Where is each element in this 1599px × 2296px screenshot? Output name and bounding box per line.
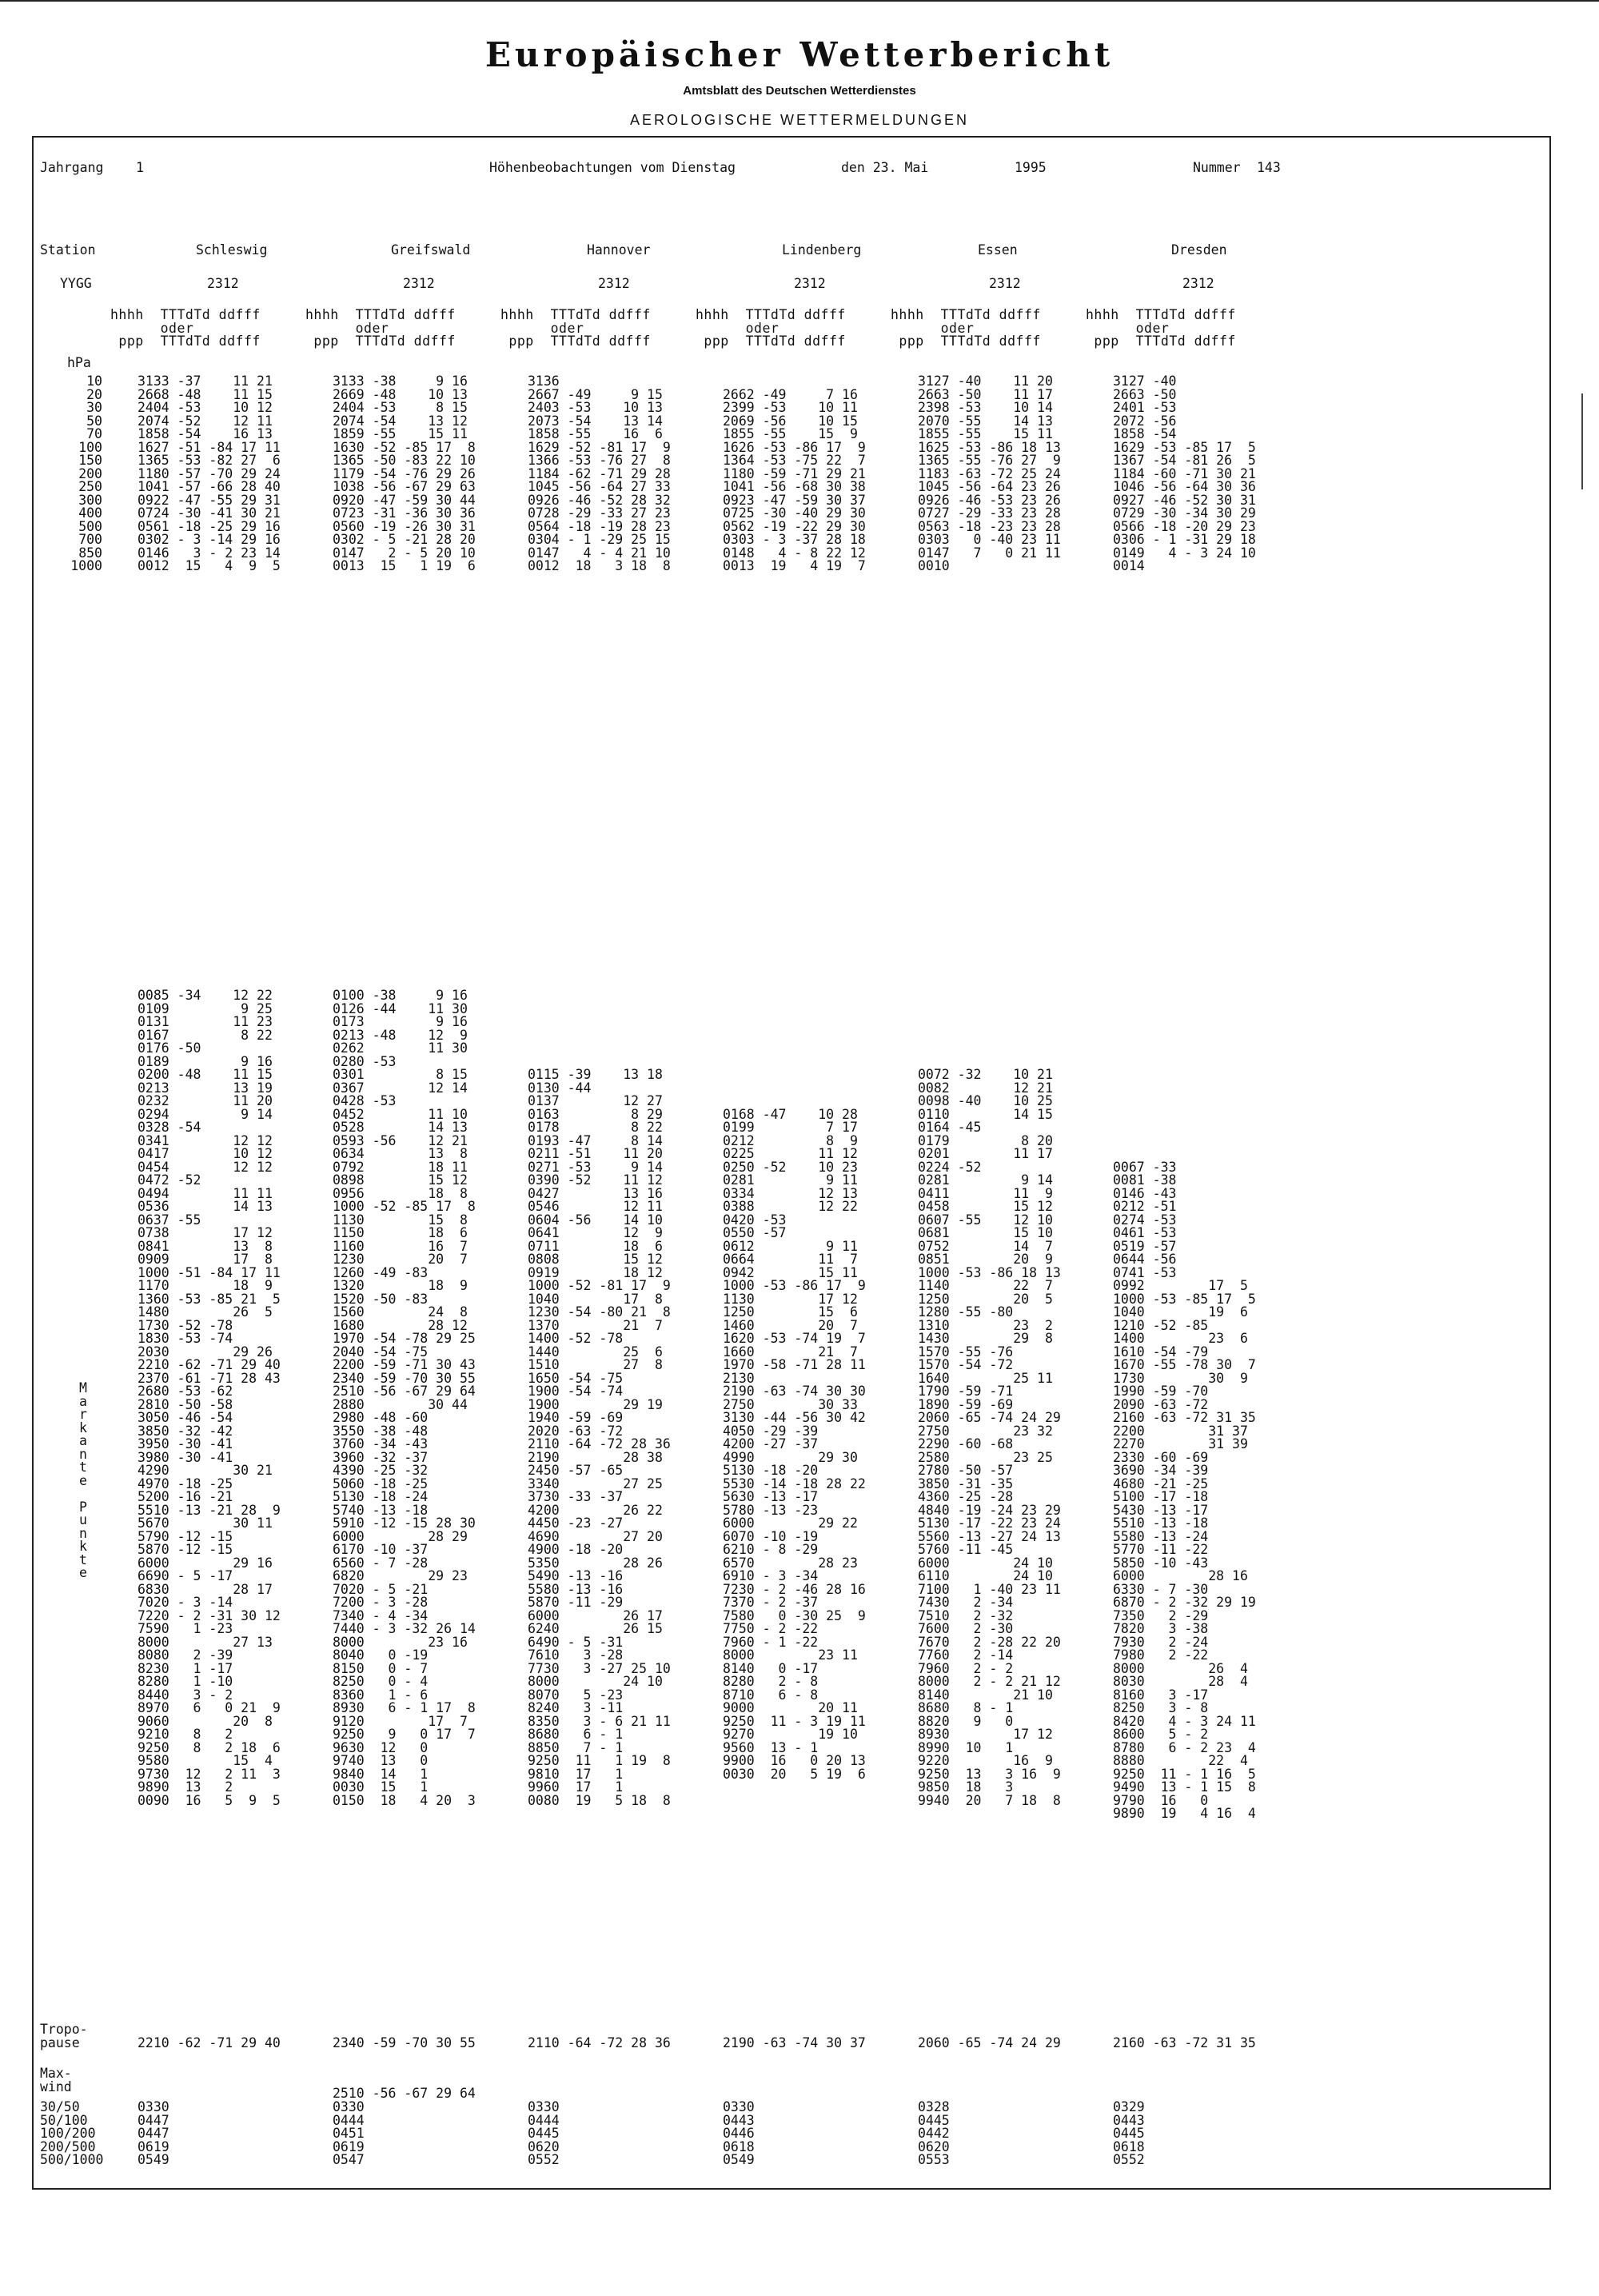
hpa-label: hPa: [67, 355, 91, 370]
column-header: hhhh TTTdTd ddfff oder ppp TTTdTd ddfff: [305, 307, 456, 349]
station-name-greifswald: Greifswald: [391, 242, 471, 258]
tropopause-hannover: 2110 -64 -72 28 36: [528, 2035, 671, 2050]
yygg-label: YYGG: [60, 276, 92, 291]
nummer-label: Nummer: [1193, 160, 1241, 175]
tropopause-greifswald: 2340 -59 -70 30 55: [333, 2035, 476, 2050]
standard-data-hannover: 3136 2667 -49 9 15 2403 -53 10 13 2073 -54 13 14 1858 -55 16 6 1629 -52 -81 17 9 1366 -53 -76 27 8 1184 -62 -71 29 28 1045 -56 -64 27 33 0926 -46 -52 28 32 0728 -29 -33 27 23 0564 -18 -19 28 23 0304 - 1 -29 25 15 0147 4 - 4 21 10 0012 18 3 18 8: [528, 373, 671, 573]
nummer-value: 143: [1257, 160, 1281, 175]
top-rule: [0, 0, 1599, 2]
significant-points-schleswig: 0085 -34 12 22 0109 9 25 0131 11 23 0167 8 22 0176 -50 0189 9 16 0200 -48 11 15 0213 13 19 0232 11 20 0294 9 14 0328 -54 0341 12 12 0417 10 12 0454 12 12 0472 -52 0494 11 11 0536 14 13 0637 -55 0738 17 12 0841 13 8 0909 17 8 1000 -51 -84 17 11 1170 18 9 1360 -53 -85 21 5 1480 26 5 1730 -52 -78 1830 -53 -74 2030 29 26 2210 -62 -71 29 40 2370 -61 -71 28 43 2680 -53 -62 2810 -50 -58 3050 -46 -54 3850 -32 -42 3950 -30 -41 3980 -30 -41 4290 30 21 4970 -18 -25 5200 -16 -21 5510 -13 -21 28 9 5670 30 11 5790 -12 -15 5870 -12 -15 6000 29 16 6690 - 5 -17 6830 28 17 7020 - 3 -14 7220 - 2 -31 30 12 7590 1 -23 8000 27 13 8080 2 -39 8230 1 -17 8280 1 -10 8440 3 - 2 8970 6 0 21 9 9060 20 8 9210 8 2 9250 8 2 18 6 9580 15 4 9730 12 2 11 3 9890 13 2 0090 16 5 9 5: [138, 988, 281, 1808]
page-subtitle: Amtsblatt des Deutschen Wetterdienstes: [683, 84, 916, 98]
shear-lindenberg: 0330 0443 0446 0618 0549: [723, 2099, 755, 2167]
observation-title: Höhenbeobachtungen vom Dienstag: [489, 160, 736, 175]
markante-punkte-label: M a r k a n t e P u n k t e: [79, 1380, 87, 1580]
station-yygg: 2312: [207, 276, 239, 291]
section-title: AEROLOGISCHE WETTERMELDUNGEN: [629, 112, 970, 128]
column-header: hhhh TTTdTd ddfff oder ppp TTTdTd ddfff: [110, 307, 261, 349]
station-name-hannover: Hannover: [587, 242, 651, 258]
tropopause-essen: 2060 -65 -74 24 29: [918, 2035, 1061, 2050]
significant-points-dresden: 0067 -33 0081 -38 0146 -43 0212 -51 0274 -53 0461 -53 0519 -57 0644 -56 0741 -53 0992 17 5 1000 -53 -85 17 5 1040 19 6 1210 -52 -85 1400 23 6 1610 -54 -79 1670 -55 -78 30 7 1730 30 9 1990 -59 -70 2090 -63 -72 2160 -63 -72 31 35 2200 31 37 2270 31 39 2330 -60 -69 3690 -34 -39 4680 -21 -25 5100 -17 -18 5430 -13 -17 5510 -13 -18 5580 -13 -24 5770 -11 -22 5850 -10 -43 6000 28 16 6330 - 7 -30 6870 - 2 -32 29 19 7350 2 -29 7820 3 -38 7930 2 -24 7980 2 -22 8000 26 4 8030 28 4 8160 3 -17 8250 3 - 8 8420 4 - 3 24 11 8600 5 - 2 8780 6 - 2 23 4 8880 22 4 9250 11 - 1 16 5 9490 13 - 1 15 8 9790 16 0 9890 19 4 16 4: [1113, 1159, 1256, 1821]
shear-hannover: 0330 0444 0445 0620 0552: [528, 2099, 560, 2167]
column-header: hhhh TTTdTd ddfff oder ppp TTTdTd ddfff: [696, 307, 846, 349]
standard-data-essen: 3127 -40 11 20 2663 -50 11 17 2398 -53 10 14 2070 -55 14 13 1855 -55 15 11 1625 -53 -86 18 13 1365 -55 -76 27 9 1183 -63 -72 25 24 1045 -56 -64 23 26 0926 -46 -53 23 26 0727 -29 -33 23 28 0563 -18 -23 23 28 0303 0 -40 23 11 0147 7 0 21 11 0010: [918, 373, 1061, 573]
report-year: 1995: [1015, 160, 1047, 175]
significant-points-hannover: 0115 -39 13 18 0130 -44 0137 12 27 0163 8 29 0178 8 22 0193 -47 8 14 0211 -51 11 20 0271 -53 9 14 0390 -52 11 12 0427 13 16 0546 12 11 0604 -56 14 10 0641 12 9 0711 18 6 0808 15 12 0919 18 12 1000 -52 -81 17 9 1040 17 8 1230 -54 -80 21 8 1370 21 7 1400 -52 -78 1440 25 6 1510 27 8 1650 -54 -75 1900 -54 -74 1900 29 19 1940 -59 -69 2020 -63 -72 2110 -64 -72 28 36 2190 28 38 2450 -57 -65 3340 27 25 3730 -33 -37 4200 26 22 4450 -23 -27 4690 27 20 4900 -18 -20 5350 28 26 5490 -13 -16 5580 -13 -16 5870 -11 -29 6000 26 17 6240 26 15 6490 - 5 -31 7610 3 -28 7730 3 -27 25 10 8000 24 10 8070 5 -23 8240 3 -11 8350 3 - 6 21 11 8680 6 - 1 8850 7 - 1 9250 11 1 19 8 9810 17 1 9960 17 1 0080 19 5 18 8: [528, 1067, 671, 1808]
jahrgang-label: Jahrgang: [40, 160, 104, 175]
shear-levels-label: 30/50 50/100 100/200 200/500 500/1000: [40, 2099, 104, 2167]
maxwind-label: Max- wind: [40, 2066, 72, 2094]
margin-mark: [1581, 393, 1583, 489]
maxwind-greifswald: 2510 -56 -67 29 64: [333, 2086, 476, 2101]
station-yygg: 2312: [1182, 276, 1214, 291]
significant-points-greifswald: 0100 -38 9 16 0126 -44 11 30 0173 9 16 0213 -48 12 9 0262 11 30 0280 -53 0301 8 15 0367 12 14 0428 -53 0452 11 10 0528 14 13 0593 -56 12 21 0634 13 8 0792 18 11 0898 15 12 0956 18 8 1000 -52 -85 17 8 1130 15 8 1150 18 6 1160 16 7 1230 20 7 1260 -49 -83 1320 18 9 1520 -50 -83 1560 24 8 1680 28 12 1970 -54 -78 29 25 2040 -54 -75 2200 -59 -71 30 43 2340 -59 -70 30 55 2510 -56 -67 29 64 2880 30 44 2980 -48 -60 3550 -38 -48 3760 -34 -43 3960 -32 -37 4390 -25 -32 5060 -18 -25 5130 -18 -24 5740 -13 -18 5910 -12 -15 28 30 6000 28 29 6170 -10 -37 6560 - 7 -28 6820 29 23 7020 - 5 -21 7200 - 3 -28 7340 - 4 -34 7440 - 3 -32 26 14 8000 23 16 8040 0 -19 8150 0 - 7 8250 0 - 4 8360 1 - 6 8930 6 - 1 17 8 9120 17 7 9250 9 0 17 7 9630 12 0 9740 13 0 9840 14 1 0030 15 1 0150 18 4 20 3: [333, 988, 476, 1808]
report-frame: [32, 136, 1551, 2190]
shear-essen: 0328 0445 0442 0620 0553: [918, 2099, 950, 2167]
page-title: Europäischer Wetterbericht: [484, 35, 1115, 74]
pressure-levels: 10 20 30 50 70 100 150 200 250 300 400 500 700 850 1000: [70, 373, 102, 573]
jahrgang-value: 1: [136, 160, 144, 175]
station-name-dresden: Dresden: [1171, 242, 1227, 258]
significant-points-essen: 0072 -32 10 21 0082 12 21 0098 -40 10 25 0110 14 15 0164 -45 0179 8 20 0201 11 17 0224 -52 0281 9 14 0411 11 9 0458 15 12 0607 -55 12 10 0681 15 10 0752 14 7 0851 20 9 1000 -53 -86 18 13 1140 22 7 1250 20 5 1280 -55 -80 1310 23 2 1430 29 8 1570 -55 -76 1570 -54 -72 1640 25 11 1790 -59 -71 1890 -59 -69 2060 -65 -74 24 29 2750 23 32 2290 -60 -68 2580 23 25 2780 -50 -57 3850 -31 -35 4360 -25 -28 4840 -19 -24 23 29 5130 -17 -22 23 24 5560 -13 -27 24 13 5760 -11 -45 6000 24 10 6110 24 10 7100 1 -40 23 11 7430 2 -34 7510 2 -32 7600 2 -30 7670 2 -28 22 20 7760 2 -14 7960 2 - 2 8000 2 - 2 21 12 8140 21 10 8680 8 - 1 8820 9 0 8930 17 12 8990 10 1 9220 16 9 9250 13 3 16 9 9850 18 3 9940 20 7 18 8: [918, 1067, 1061, 1808]
station-name-lindenberg: Lindenberg: [782, 242, 862, 258]
significant-points-lindenberg: 0168 -47 10 28 0199 7 17 0212 8 9 0225 11 12 0250 -52 10 23 0281 9 11 0334 12 13 0388 12 22 0420 -53 0550 -57 0612 9 11 0664 11 7 0942 15 11 1000 -53 -86 17 9 1130 17 12 1250 15 6 1460 20 7 1620 -53 -74 19 7 1660 21 7 1970 -58 -71 28 11 2130 2190 -63 -74 30 30 2750 30 33 3130 -44 -56 30 42 4050 -29 -39 4200 -27 -37 4990 29 30 5130 -18 -20 5530 -14 -18 28 22 5630 -13 -17 5780 -13 -23 6000 29 22 6070 -10 -19 6210 - 8 -29 6570 28 23 6910 - 3 -34 7230 - 2 -46 28 16 7370 - 2 -37 7580 0 -30 25 9 7750 - 2 -22 7960 - 1 -22 8000 23 11 8140 0 -17 8280 2 - 8 8710 6 - 8 9000 20 11 9250 11 - 3 19 11 9270 19 10 9560 13 - 1 9900 16 0 20 13 0030 20 5 19 6: [723, 1106, 866, 1782]
tropopause-schleswig: 2210 -62 -71 29 40: [138, 2035, 281, 2050]
tropopause-dresden: 2160 -63 -72 31 35: [1113, 2035, 1256, 2050]
standard-data-lindenberg: 2662 -49 7 16 2399 -53 10 11 2069 -56 10 15 1855 -55 15 9 1626 -53 -86 17 9 1364 -53 -75 22 7 1180 -59 -71 29 21 1041 -56 -68 30 38 0923 -47 -59 30 37 0725 -30 -40 29 30 0562 -19 -22 29 30 0303 - 3 -37 28 18 0148 4 - 8 22 12 0013 19 4 19 7: [723, 386, 866, 573]
station-label: Station: [40, 242, 96, 258]
station-yygg: 2312: [794, 276, 826, 291]
column-header: hhhh TTTdTd ddfff oder ppp TTTdTd ddfff: [891, 307, 1041, 349]
station-yygg: 2312: [598, 276, 630, 291]
station-name-essen: Essen: [978, 242, 1018, 258]
station-name-schleswig: Schleswig: [196, 242, 268, 258]
station-yygg: 2312: [989, 276, 1021, 291]
standard-data-dresden: 3127 -40 2663 -50 2401 -53 2072 -56 1858 -54 1629 -53 -85 17 5 1367 -54 -81 26 5 1184 -60 -71 30 21 1046 -56 -64 30 36 0927 -46 -52 30 31 0729 -30 -34 30 29 0566 -18 -20 29 23 0306 - 1 -31 29 18 0149 4 - 3 24 10 0014: [1113, 373, 1256, 573]
shear-schleswig: 0330 0447 0447 0619 0549: [138, 2099, 169, 2167]
tropopause-lindenberg: 2190 -63 -74 30 37: [723, 2035, 866, 2050]
shear-dresden: 0329 0443 0445 0618 0552: [1113, 2099, 1145, 2167]
report-date: den 23. Mai: [841, 160, 929, 175]
standard-data-greifswald: 3133 -38 9 16 2669 -48 10 13 2404 -53 8 15 2074 -54 13 12 1859 -55 15 11 1630 -52 -85 17 8 1365 -50 -83 22 10 1179 -54 -76 29 26 1038 -56 -67 29 63 0920 -47 -59 30 44 0723 -31 -36 30 36 0560 -19 -26 30 31 0302 - 5 -21 28 20 0147 2 - 5 20 10 0013 15 1 19 6: [333, 373, 476, 573]
standard-data-schleswig: 3133 -37 11 21 2668 -48 11 15 2404 -53 10 12 2074 -52 12 11 1858 -54 16 13 1627 -51 -84 17 11 1365 -53 -82 27 6 1180 -57 -70 29 24 1041 -57 -66 28 40 0922 -47 -55 29 31 0724 -30 -41 30 21 0561 -18 -25 29 16 0302 - 3 -14 29 16 0146 3 - 2 23 14 0012 15 4 9 5: [138, 373, 281, 573]
column-header: hhhh TTTdTd ddfff oder ppp TTTdTd ddfff: [1086, 307, 1236, 349]
column-header: hhhh TTTdTd ddfff oder ppp TTTdTd ddfff: [500, 307, 651, 349]
station-yygg: 2312: [403, 276, 435, 291]
shear-greifswald: 0330 0444 0451 0619 0547: [333, 2099, 365, 2167]
tropopause-label: Tropo- pause: [40, 2022, 88, 2050]
